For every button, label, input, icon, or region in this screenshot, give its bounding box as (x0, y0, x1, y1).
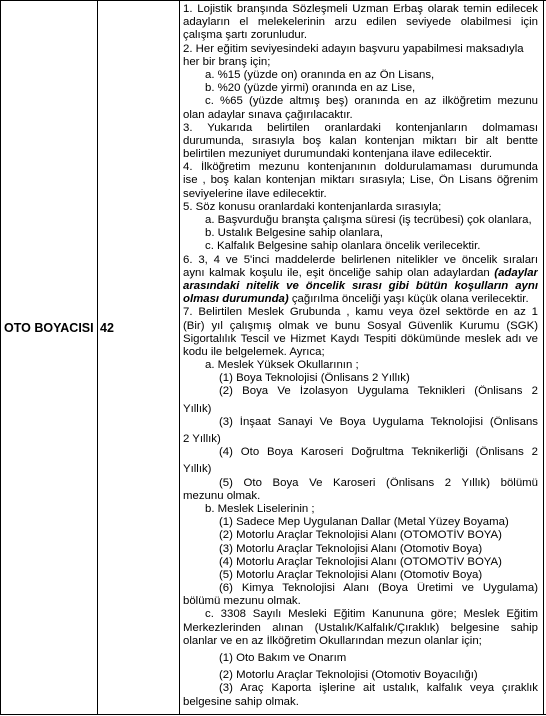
requirement-line (183, 280, 538, 293)
requirement-line (183, 267, 538, 280)
requirement-line: c. 3308 Sayılı Mesleki Eğitim Kanununa göre; Meslek Eğitim (205, 608, 538, 621)
requirement-line: (2) Boya Ve İzolasyon Uygulama Teknikleri (Önlisans 2 (219, 385, 538, 398)
quota-count-cell: 42 (100, 321, 114, 335)
requirement-line: durumunda, sırasıyla boş kalan kontenjan miktarı bir alt bentte (183, 134, 538, 147)
requirement-line: Sigortalılık Tescil ve Hizmet Kaydı Tespiti dökümünde meslek adı ve (183, 332, 538, 345)
requirement-line: Merkezlerinden alınan (Ustalık/Kalfalık/Çıraklık) belgesine sahip (183, 621, 538, 634)
requirement-line: mezunu olmak. (183, 489, 261, 502)
emphasis-text: arasındaki nitelik ve öncelik sırası gibi bütün koşulların aynı (183, 279, 538, 292)
requirement-line: Yıllık) (183, 463, 212, 476)
requirement-line: 5. Söz konusu oranlardaki kontenjanlarda sırasıyla; (183, 200, 442, 213)
requirement-line: çalışma şartı zorunludur. (183, 29, 308, 42)
requirement-line: 4. İlköğretim mezunu kontenjanının doldurulamaması durumunda (183, 161, 538, 174)
requirement-line: (5) Oto Boya Ve Karoseri (Önlisans 2 Yıllık) bölümü (219, 476, 538, 489)
table-left-border (0, 0, 1, 715)
column-divider-2 (179, 0, 180, 715)
requirement-line: olanlar ve en az İlköğretim Okullarından mezun olanlar için; (183, 634, 482, 647)
emphasis-text: olması durumunda) (183, 293, 289, 306)
requirement-line: a. %15 (yüzde on) oranında en az Ön Lisans, (205, 68, 435, 81)
requirement-line: (3) Motorlu Araçlar Teknolojisi Alanı (Otomotiv Boya) (219, 542, 483, 555)
requirement-line: belgesine sahip olmak. (183, 695, 299, 708)
requirement-line: c. Kalfalık Belgesine sahip olanlara öncelik verilecektir. (205, 240, 481, 253)
requirement-line: (6) Kimya Teknolojisi Alanı (Boya Üretimi ve Uygulama) (219, 582, 538, 595)
requirement-line: seviyelerine ilave edilecektir. (183, 187, 327, 200)
requirement-line: 2. Her eğitim seviyesindeki adayın başvuru yapabilmesi maksadıyla (183, 42, 524, 55)
requirement-line: a. Başvurduğu branşta çalışma süresi (iş tecrübesi) çok olanlara, (205, 214, 532, 226)
requirement-line: adayların el melekelerinin arzu edilen seviyede olabilmesi için (183, 16, 538, 29)
requirement-line: b. %20 (yüzde yirmi) oranında en az Lise, (205, 82, 416, 95)
requirement-line: 1. Lojistik branşında Sözleşmeli Uzman Erbaş olarak temin edilecek (183, 3, 538, 15)
requirement-line: (4) Oto Boya Karoseri Doğrultma Teknikerliği (Önlisans 2 (219, 446, 538, 459)
requirement-line: (3) İnşaat Sanayi Ve Boya Uygulama Teknolojisi (Önlisans (219, 415, 538, 428)
requirement-line: bölümü mezunu olmak. (183, 595, 301, 608)
requirement-text: çağırılma önceliği yaşı küçük olana verilecektir. (288, 293, 529, 306)
requirement-line: (1) Oto Bakım ve Onarım (219, 652, 347, 664)
table-right-border (543, 0, 544, 715)
requirement-line: (2) Motorlu Araçlar Teknolojisi Alanı (OTOMOTİV BOYA) (219, 529, 502, 542)
requirement-line: (2) Motorlu Araçlar Teknolojisi (Otomotiv Boyacılığı) (219, 669, 478, 682)
requirement-line: (1) Sadece Mep Uygulanan Dallar (Metal Yüzey Boyama) (219, 516, 509, 529)
requirement-line: b. Ustalık Belgesine sahip olanlara, (205, 227, 383, 240)
requirement-line: (3) Araç Kaporta işlerine ait ustalık, kalfalık veya çıraklık (219, 682, 538, 695)
requirements-cell (183, 3, 538, 709)
requirement-line: (Bir) yıl çalışmış olmak ve bunu Sosyal Güvenlik Kurumu (SGK) (183, 319, 538, 332)
occupation-name-cell: OTO BOYACISI (4, 321, 94, 335)
requirement-line: Yıllık) (183, 402, 212, 415)
requirement-line: (4) Motorlu Araçlar Teknolojisi Alanı (OTOMOTİV BOYA) (219, 555, 502, 568)
requirement-line: b. Meslek Liselerinin ; (205, 502, 315, 515)
emphasis-text: (adaylar (494, 266, 538, 279)
requirement-line: (5) Motorlu Araçlar Teknolojisi Alanı (Otomotiv Boya) (219, 568, 483, 581)
requirement-line: belirtilen mezuniyet durumundaki kontenjana ilave edilecektir. (183, 148, 492, 161)
requirement-line: her bir branş için; (183, 55, 271, 68)
table-bottom-border (0, 714, 546, 715)
requirement-line: 3. Yukarıda belirtilen oranlardaki kontenjanların dolmaması (183, 121, 538, 134)
requirement-line: olan adaylar sınava çağırılacaktır. (183, 108, 353, 121)
requirement-text: aynı kalmak koşulu ile, eşit önceliğe sahip olan adaylardan (183, 266, 495, 279)
requirement-line: ise , boş kalan kontenjan miktarı sırasıyla; Lise, Ön Lisans öğrenim (183, 174, 538, 187)
requirement-line: c. %65 (yüzde altmış beş) oranında en az ilköğretim mezunu (205, 95, 538, 108)
requirement-line: a. Meslek Yüksek Okullarının ; (205, 359, 359, 372)
requirement-line: 6. 3, 4 ve 5'inci maddelerde belirlenen nitelikler ve öncelik sıraları (183, 253, 538, 266)
requirement-line: kodu ile belgelemek. Ayrıca; (183, 345, 325, 358)
requirement-line (183, 293, 538, 306)
requirement-line: (1) Boya Teknolojisi (Önlisans 2 Yıllık) (219, 372, 410, 385)
requirement-line: 2 Yıllık) (183, 433, 221, 445)
column-divider-1 (97, 0, 98, 715)
table-top-border (0, 0, 546, 1)
requirement-line: 7. Belirtilen Meslek Grubunda , kamu veya özel sektörde en az 1 (183, 306, 538, 319)
